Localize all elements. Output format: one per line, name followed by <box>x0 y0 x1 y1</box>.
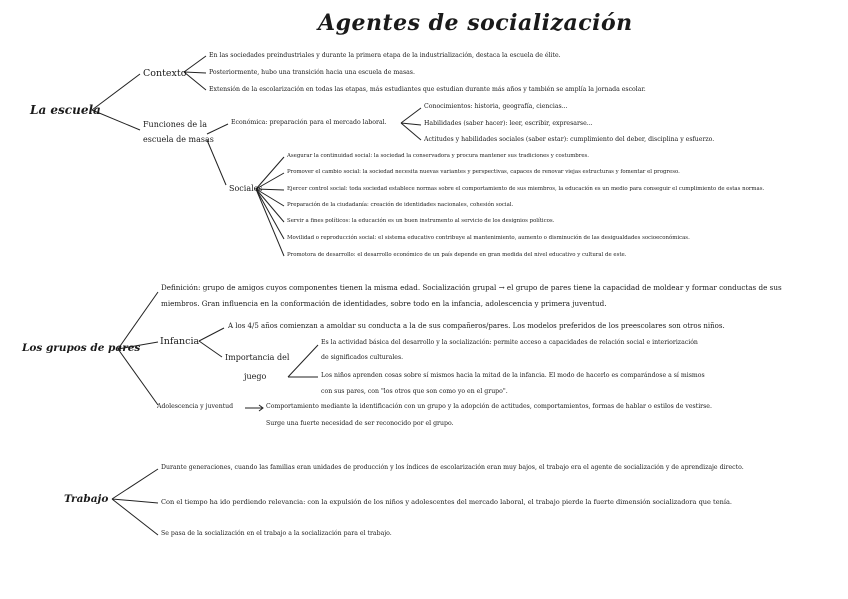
node-funciones-line2: escuela de masas <box>143 135 214 144</box>
juego-item-line1: Es la actividad básica del desarrollo y la socialización: permite acceso a capacidades de relación social e interiorización <box>321 339 698 346</box>
sociales-item: Promover el cambio social: la sociedad necesita nuevas variantes y perspectivas, capaces de renovar viejas estructuras y fomentar el progreso. <box>287 169 680 175</box>
node-adolescencia: Adolescencia y juventud <box>157 403 234 410</box>
node-sociales: Sociales <box>229 184 263 193</box>
juego-item-line2: con sus pares, con "los otros que son como yo en el grupo". <box>321 388 508 395</box>
trabajo-item: Con el tiempo ha ido perdiendo relevancia: con la expulsión de los niños y adolescentes del mercado laboral, el trabajo pierde la fuerte dimensión socializadora que tenía. <box>161 498 732 506</box>
sociales-item: Preparación de la ciudadanía: creación de identidades nacionales, cohesión social. <box>287 202 514 208</box>
definicion-line1: Definición: grupo de amigos cuyos componentes tienen la misma edad. Socialización grupal → el grupo de pares tiene la capacidad de moldear y formar conductas de sus <box>161 283 782 292</box>
contexto-item: En las sociedades preindustriales y durante la primera etapa de la industrialización, destaca la escuela de élite. <box>209 52 561 59</box>
node-infancia: Infancia <box>160 336 200 347</box>
juego-item-line2: de significados culturales. <box>321 354 404 361</box>
economica-item: Habilidades (saber hacer): leer, escribir, expresarse... <box>424 120 593 127</box>
definicion-line2: miembros. Gran influencia en la conformación de identidades, sobre todo en la infancia, adolescencia y primera juventud. <box>161 299 607 308</box>
page-title: Agentes de socialización <box>318 10 633 36</box>
sociales-item: Movilidad o reproducción social: el sistema educativo contribuye al mantenimiento, aumento o disminución de las desigualdades socioeconómicas. <box>287 235 690 241</box>
node-trabajo: Trabajo <box>64 493 109 505</box>
adolescencia-line1: Comportamiento mediante la identificación con un grupo y la adopción de actitudes, comportamientos, formas de hablar o estilos de vestirse. <box>266 403 712 410</box>
node-la-escuela: La escuela <box>30 103 101 117</box>
sociales-item: Servir a fines políticos: la educación es un buen instrumento al servicio de los designios políticos. <box>287 218 555 224</box>
contexto-item: Extensión de la escolarización en todas las etapas, más estudiantes que estudian durante más años y también se amplía la jornada escolar. <box>209 86 646 93</box>
adolescencia-line2: Surge una fuerte necesidad de ser reconocido por el grupo. <box>266 420 454 427</box>
node-contexto: Contexto <box>143 68 187 79</box>
node-importancia-line1: Importancia del <box>225 353 290 362</box>
sociales-item: Ejercer control social: toda sociedad establece normas sobre el comportamiento de sus miembros, la educación es un medio para conseguir el cumplimiento de estas normas. <box>287 186 765 192</box>
sociales-item: Asegurar la continuidad social: la sociedad la conservadora y procura mantener sus tradiciones y costumbres. <box>287 153 590 159</box>
juego-item-line1: Los niños aprenden cosas sobre sí mismos hacia la mitad de la infancia. El modo de hacerlo es comparándose a sí mismos <box>321 372 705 379</box>
node-importancia-line2: juego <box>244 372 267 381</box>
node-economica: Económica: preparación para el mercado laboral. <box>231 119 387 126</box>
contexto-item: Posteriormente, hubo una transición hacia una escuela de masas. <box>209 69 415 76</box>
node-grupos-de-pares: Los grupos de pares <box>22 342 141 354</box>
economica-item: Conocimientos: historia, geografía, ciencias... <box>424 103 568 110</box>
trabajo-item: Se pasa de la socialización en el trabajo a la socialización para el trabajo. <box>161 530 392 537</box>
node-funciones-line1: Funciones de la <box>143 120 207 129</box>
economica-item: Actitudes y habilidades sociales (saber estar): cumplimiento del deber, disciplina y esfuerzo. <box>424 136 715 143</box>
sociales-item: Promotora de desarrollo: el desarrollo económico de un país depende en gran medida del nivel educativo y cultural de este. <box>287 252 627 258</box>
trabajo-item: Durante generaciones, cuando las familias eran unidades de producción y los índices de escolarización eran muy bajos, el trabajo era el agente de socialización y de aprendizaje directo. <box>161 464 744 471</box>
infancia-item: A los 4/5 años comienzan a amoldar su conducta a la de sus compañeros/pares. Los modelos preferidos de los preescolares son otros niños. <box>228 322 725 330</box>
